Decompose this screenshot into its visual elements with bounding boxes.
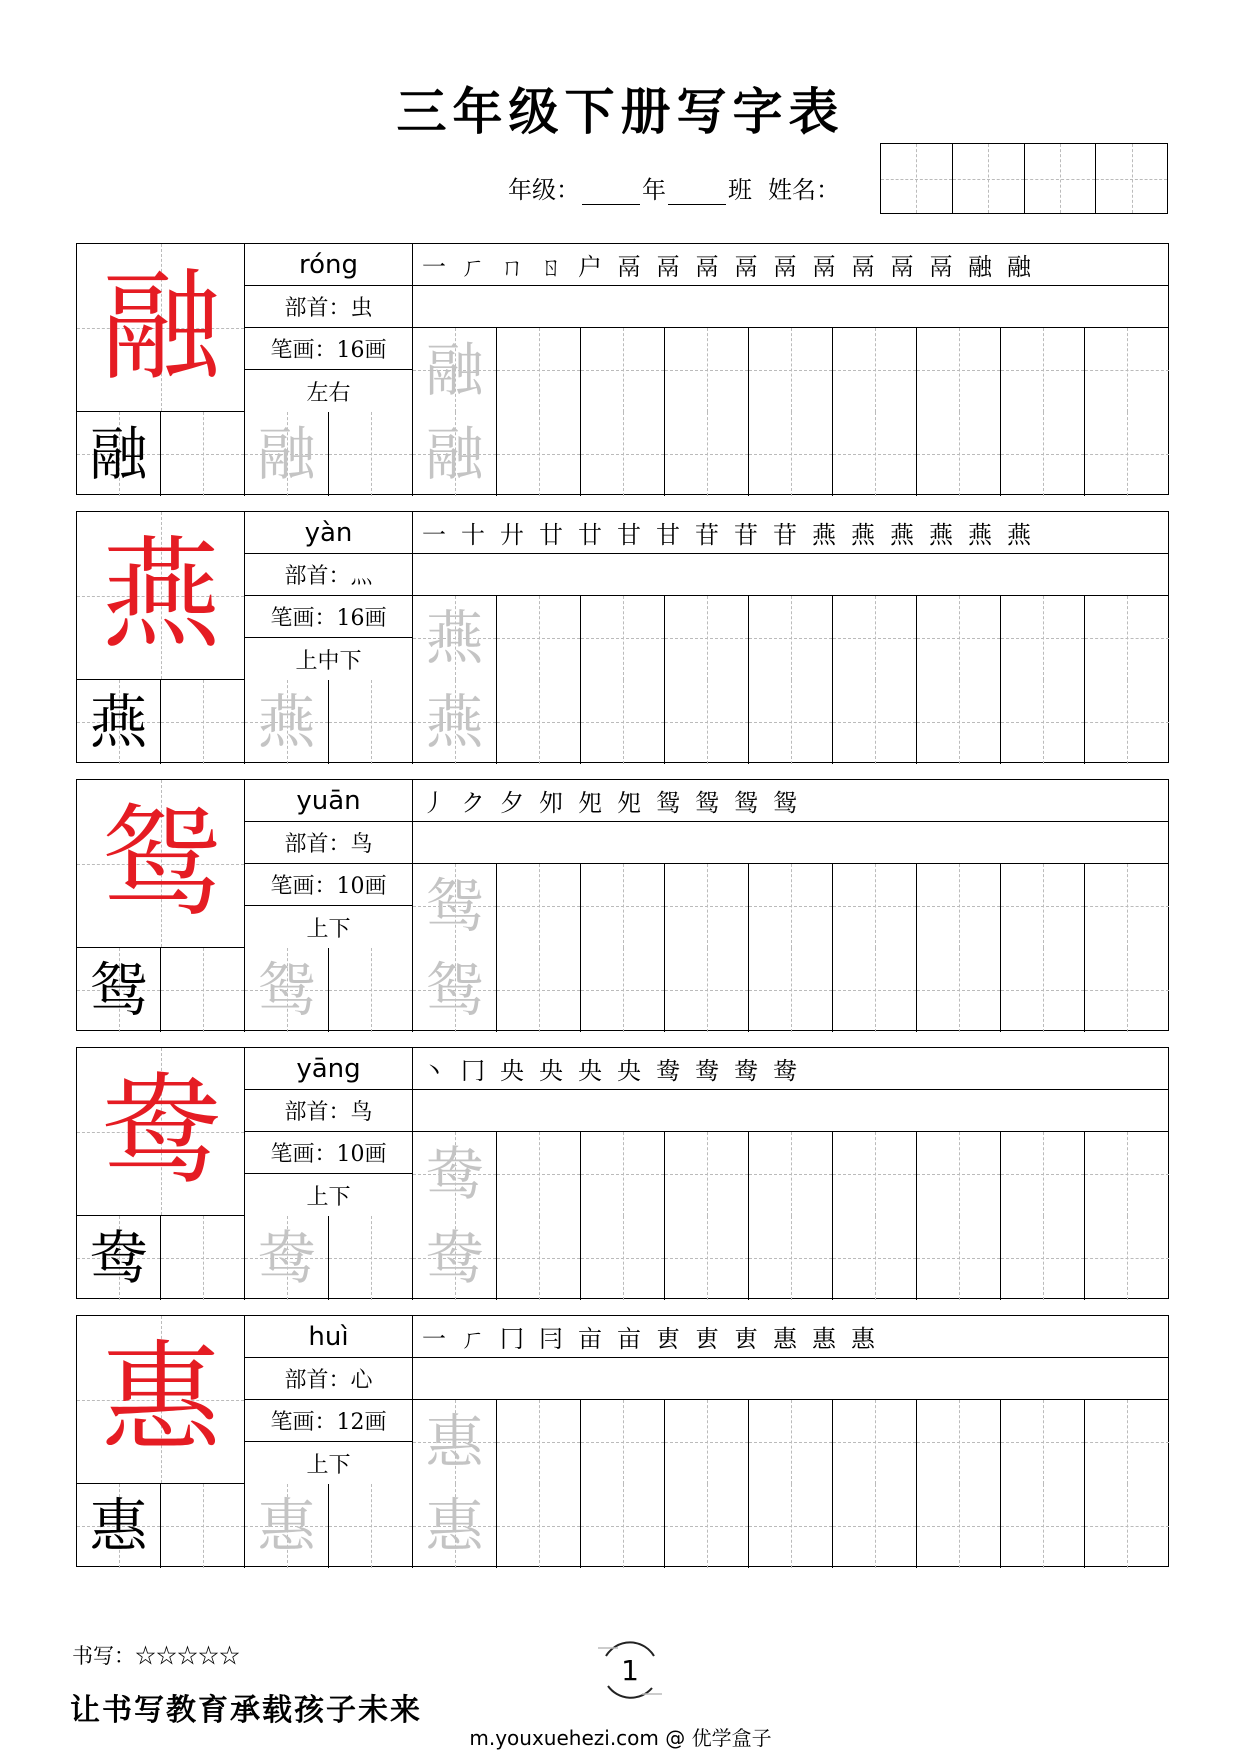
stroke-step: 冂 (500, 1325, 524, 1353)
practice-cell[interactable] (917, 948, 1001, 1032)
practice-cell[interactable] (497, 864, 581, 948)
practice-cell[interactable] (1001, 864, 1085, 948)
stroke-step: 甘 (656, 521, 680, 549)
practice-cell[interactable] (329, 680, 413, 764)
practice-cell[interactable] (161, 1484, 245, 1568)
stroke-step: 丿 (422, 789, 446, 817)
footer-url[interactable]: m.youxuehezi.com @ 优学盒子 (469, 1726, 772, 1750)
practice-cell[interactable] (1001, 1400, 1085, 1484)
big-char-cell (77, 244, 245, 412)
practice-cell[interactable] (581, 1132, 665, 1216)
practice-cell[interactable] (413, 864, 497, 948)
practice-cell[interactable] (581, 412, 665, 496)
practice-grid (77, 1216, 1169, 1300)
practice-cell[interactable] (413, 1400, 497, 1484)
practice-cell[interactable] (581, 328, 665, 412)
practice-cell[interactable] (749, 1216, 833, 1300)
practice-cell[interactable] (749, 680, 833, 764)
practice-cell[interactable] (833, 596, 917, 680)
practice-cell[interactable] (833, 1216, 917, 1300)
practice-cell[interactable] (245, 1484, 329, 1568)
practice-grid (413, 864, 1169, 948)
stroke-step: 鬲 (773, 253, 797, 281)
practice-cell[interactable] (413, 1216, 497, 1300)
practice-cell[interactable] (1001, 1216, 1085, 1300)
practice-cell[interactable] (581, 680, 665, 764)
practice-cell[interactable] (917, 1400, 1001, 1484)
model-character: 惠 (89, 1492, 148, 1560)
practice-cell[interactable] (1001, 1132, 1085, 1216)
name-box[interactable] (881, 144, 953, 213)
structure: 上下 (306, 916, 351, 942)
character-block (76, 779, 1169, 1031)
stroke-step: 甘 (617, 521, 641, 549)
stroke-count: 笔画：10画 (245, 864, 412, 906)
practice-cell[interactable] (1085, 1216, 1169, 1300)
rating-label: 书写： (72, 1644, 135, 1668)
stroke-step: 鬲 (812, 253, 836, 281)
page-title: 三年级下册写字表 (396, 82, 845, 141)
stroke-step: 一 (422, 253, 446, 281)
pinyin: yāng (245, 1048, 412, 1090)
trace-character: 鸯 (425, 1140, 484, 1208)
practice-cell[interactable] (749, 412, 833, 496)
stroke-step: 鬲 (734, 253, 758, 281)
stroke-step: 融 (968, 253, 992, 281)
practice-grid (413, 328, 1169, 412)
practice-cell[interactable] (1085, 412, 1169, 496)
char-info (245, 1048, 413, 1216)
stroke-step: 苷 (734, 521, 758, 549)
practice-cell[interactable] (245, 680, 329, 764)
radical: 部首：灬 (245, 554, 412, 596)
practice-cell[interactable] (413, 680, 497, 764)
structure: 上下 (306, 1452, 351, 1478)
stroke-step: 央 (617, 1057, 641, 1085)
practice-cell[interactable] (497, 596, 581, 680)
practice-cell[interactable] (581, 1400, 665, 1484)
model-character: 鸳 (89, 956, 148, 1024)
practice-grid (77, 948, 1169, 1032)
class-label: 班 (728, 176, 752, 204)
practice-cell[interactable] (329, 1484, 413, 1568)
model-character: 融 (89, 420, 148, 488)
practice-cell[interactable] (497, 1484, 581, 1568)
practice-cell[interactable] (833, 948, 917, 1032)
practice-cell[interactable] (665, 412, 749, 496)
practice-cell[interactable] (749, 328, 833, 412)
practice-grid (413, 1400, 1169, 1484)
practice-cell[interactable] (497, 680, 581, 764)
practice-cell[interactable] (665, 1484, 749, 1568)
stroke-step: 央 (539, 1057, 563, 1085)
structure: 上下 (306, 1184, 351, 1210)
practice-cell[interactable] (917, 412, 1001, 496)
student-info (508, 170, 840, 205)
stroke-step: 央 (578, 1057, 602, 1085)
practice-cell[interactable] (1085, 864, 1169, 948)
pinyin: huì (245, 1316, 412, 1358)
stroke-step: ㄏ (461, 1325, 485, 1353)
blank-row (413, 822, 1168, 864)
page-number: 1 (621, 1653, 639, 1687)
blank-row (413, 1358, 1168, 1400)
practice-cell[interactable] (77, 412, 161, 496)
practice-cell[interactable] (1085, 1132, 1169, 1216)
stroke-step: ク (461, 789, 485, 817)
model-character: 鸯 (89, 1224, 148, 1292)
practice-cell[interactable] (161, 412, 245, 496)
stroke-step: 鸳 (695, 789, 719, 817)
practice-cell[interactable] (77, 1484, 161, 1568)
stroke-step: 鬲 (851, 253, 875, 281)
big-char-cell (77, 1048, 245, 1216)
practice-cell[interactable] (581, 596, 665, 680)
stroke-step: 燕 (812, 521, 836, 549)
practice-cell[interactable] (917, 1132, 1001, 1216)
stroke-step: 鸯 (695, 1057, 719, 1085)
practice-cell[interactable] (1085, 1484, 1169, 1568)
stroke-order (413, 1316, 1168, 1358)
blank-row (413, 286, 1168, 328)
stroke-step: 一 (422, 1325, 446, 1353)
structure: 上中下 (295, 648, 362, 674)
practice-cell[interactable] (1001, 412, 1085, 496)
practice-cell[interactable] (161, 1216, 245, 1300)
practice-cell[interactable] (581, 1484, 665, 1568)
stroke-step: 燕 (968, 521, 992, 549)
practice-cell[interactable] (497, 1216, 581, 1300)
blank-row (413, 1090, 1168, 1132)
practice-grid (77, 1484, 1169, 1568)
practice-cell[interactable] (245, 948, 329, 1032)
char-info (245, 244, 413, 412)
practice-cell[interactable] (833, 1400, 917, 1484)
big-char-cell (77, 512, 245, 680)
trace-character: 燕 (425, 688, 484, 756)
trace-character: 融 (425, 420, 484, 488)
practice-cell[interactable] (749, 948, 833, 1032)
stroke-step: 惠 (812, 1325, 836, 1353)
practice-cell[interactable] (245, 412, 329, 496)
practice-cell[interactable] (749, 1132, 833, 1216)
stroke-count: 笔画：16画 (245, 328, 412, 370)
practice-cell[interactable] (497, 1132, 581, 1216)
practice-cell[interactable] (245, 1216, 329, 1300)
practice-cell[interactable] (329, 412, 413, 496)
practice-cell[interactable] (917, 1216, 1001, 1300)
practice-cell[interactable] (749, 864, 833, 948)
practice-grid (77, 680, 1169, 764)
stroke-count: 笔画：12画 (245, 1400, 412, 1442)
practice-cell[interactable] (413, 1484, 497, 1568)
trace-character: 融 (257, 420, 316, 488)
stroke-step: 户 (578, 253, 602, 281)
practice-cell[interactable] (1001, 680, 1085, 764)
blank-row (413, 554, 1168, 596)
name-label: 姓名： (768, 176, 840, 204)
character-block (76, 1315, 1169, 1567)
character-block (76, 243, 1169, 495)
name-box[interactable] (953, 144, 1025, 213)
radical: 部首：虫 (245, 286, 412, 328)
practice-cell[interactable] (77, 948, 161, 1032)
practice-cell[interactable] (833, 864, 917, 948)
stroke-count: 笔画：16画 (245, 596, 412, 638)
pinyin: yuān (245, 780, 412, 822)
practice-cell[interactable] (1001, 1484, 1085, 1568)
char-info (245, 780, 413, 948)
practice-cell[interactable] (917, 864, 1001, 948)
practice-cell[interactable] (833, 412, 917, 496)
stroke-step: 鬲 (890, 253, 914, 281)
character-block (76, 511, 1169, 763)
practice-cell[interactable] (329, 1216, 413, 1300)
stroke-step: 夘 (539, 789, 563, 817)
practice-cell[interactable] (1001, 596, 1085, 680)
stroke-step: 夕 (500, 789, 524, 817)
stroke-step: 融 (1007, 253, 1031, 281)
practice-cell[interactable] (833, 1132, 917, 1216)
practice-cell[interactable] (833, 1484, 917, 1568)
stroke-step: 丶 (422, 1057, 446, 1085)
stroke-step: 燕 (851, 521, 875, 549)
stroke-step: 燕 (890, 521, 914, 549)
year-blank[interactable] (582, 182, 640, 205)
stroke-step: 亩 (578, 1325, 602, 1353)
name-boxes[interactable] (880, 143, 1168, 214)
practice-cell[interactable] (161, 948, 245, 1032)
char-info (245, 512, 413, 680)
practice-cell[interactable] (1085, 596, 1169, 680)
trace-character: 鸳 (425, 956, 484, 1024)
practice-cell[interactable] (749, 1484, 833, 1568)
stroke-step: 鬲 (617, 253, 641, 281)
trace-character: 燕 (257, 688, 316, 756)
stroke-step: 惠 (851, 1325, 875, 1353)
practice-cell[interactable] (665, 596, 749, 680)
stroke-step: 夗 (578, 789, 602, 817)
practice-cell[interactable] (1085, 948, 1169, 1032)
practice-cell[interactable] (1085, 680, 1169, 764)
stroke-step: 冃 (539, 1325, 563, 1353)
big-character: 鸳 (101, 794, 221, 933)
practice-cell[interactable] (917, 1484, 1001, 1568)
stroke-step: 惠 (773, 1325, 797, 1353)
practice-cell[interactable] (413, 328, 497, 412)
practice-cell[interactable] (1001, 328, 1085, 412)
stroke-step: 鬲 (695, 253, 719, 281)
practice-cell[interactable] (497, 948, 581, 1032)
practice-cell[interactable] (497, 412, 581, 496)
stroke-step: 鸯 (773, 1057, 797, 1085)
big-character: 惠 (101, 1330, 221, 1469)
structure: 左右 (306, 380, 351, 406)
practice-cell[interactable] (917, 328, 1001, 412)
stroke-step: 叀 (656, 1325, 680, 1353)
stroke-step: 廿 (578, 521, 602, 549)
stroke-step: 央 (500, 1057, 524, 1085)
practice-cell[interactable] (1001, 948, 1085, 1032)
stroke-order (413, 1048, 1168, 1090)
name-box[interactable] (1096, 144, 1167, 213)
stroke-step: 冂 (461, 1057, 485, 1085)
trace-character: 鸯 (425, 1224, 484, 1292)
stroke-step: 鸳 (734, 789, 758, 817)
practice-cell[interactable] (413, 1132, 497, 1216)
practice-cell[interactable] (581, 1216, 665, 1300)
practice-cell[interactable] (833, 680, 917, 764)
practice-cell[interactable] (833, 328, 917, 412)
trace-character: 惠 (425, 1492, 484, 1560)
practice-cell[interactable] (665, 1132, 749, 1216)
grade-label: 年级： (508, 176, 580, 204)
stroke-step: 一 (422, 521, 446, 549)
stroke-step: 廿 (539, 521, 563, 549)
model-character: 燕 (89, 688, 148, 756)
practice-cell[interactable] (665, 328, 749, 412)
name-box[interactable] (1025, 144, 1097, 213)
practice-cell[interactable] (413, 412, 497, 496)
class-blank[interactable] (668, 182, 726, 205)
practice-cell[interactable] (665, 680, 749, 764)
stroke-step: 苷 (773, 521, 797, 549)
stroke-order (413, 512, 1168, 554)
trace-character: 融 (425, 336, 484, 404)
stroke-step: 鸯 (656, 1057, 680, 1085)
stroke-order (413, 780, 1168, 822)
character-block (76, 1047, 1169, 1299)
stroke-step: 燕 (1007, 521, 1031, 549)
trace-character: 惠 (425, 1408, 484, 1476)
practice-cell[interactable] (917, 596, 1001, 680)
big-character: 融 (101, 258, 221, 397)
stroke-step: ㄇ (500, 253, 524, 281)
practice-cell[interactable] (665, 864, 749, 948)
stroke-step: 鬲 (656, 253, 680, 281)
practice-cell[interactable] (1085, 1400, 1169, 1484)
practice-cell[interactable] (329, 948, 413, 1032)
practice-cell[interactable] (77, 1216, 161, 1300)
trace-character: 惠 (257, 1492, 316, 1560)
practice-cell[interactable] (665, 1216, 749, 1300)
stroke-step: 鸯 (734, 1057, 758, 1085)
trace-character: 鸳 (425, 872, 484, 940)
big-character: 鸯 (101, 1062, 221, 1201)
practice-grid (413, 596, 1169, 680)
radical: 部首：鸟 (245, 822, 412, 864)
practice-cell[interactable] (497, 1400, 581, 1484)
rating (72, 1640, 240, 1670)
trace-character: 燕 (425, 604, 484, 672)
practice-grid (77, 412, 1169, 496)
pinyin: yàn (245, 512, 412, 554)
rating-stars[interactable]: ☆☆☆☆☆ (135, 1644, 240, 1668)
practice-cell[interactable] (665, 948, 749, 1032)
stroke-step: 鸳 (656, 789, 680, 817)
pinyin: róng (245, 244, 412, 286)
stroke-step: ㄖ (539, 253, 563, 281)
radical: 部首：心 (245, 1358, 412, 1400)
big-char-cell (77, 1316, 245, 1484)
trace-character: 鸯 (257, 1224, 316, 1292)
stroke-step: 鸳 (773, 789, 797, 817)
practice-cell[interactable] (1085, 328, 1169, 412)
stroke-step: 夗 (617, 789, 641, 817)
practice-cell[interactable] (413, 596, 497, 680)
practice-cell[interactable] (581, 948, 665, 1032)
big-char-cell (77, 780, 245, 948)
stroke-step: 叀 (734, 1325, 758, 1353)
practice-cell[interactable] (77, 680, 161, 764)
stroke-step: 十 (461, 521, 485, 549)
stroke-step: 廾 (500, 521, 524, 549)
practice-cell[interactable] (749, 1400, 833, 1484)
stroke-count: 笔画：10画 (245, 1132, 412, 1174)
practice-cell[interactable] (665, 1400, 749, 1484)
big-character: 燕 (101, 526, 221, 665)
trace-character: 鸳 (257, 956, 316, 1024)
stroke-step: 苷 (695, 521, 719, 549)
stroke-step: ㄏ (461, 253, 485, 281)
slogan: 让书写教育承载孩子未来 (70, 1693, 422, 1728)
stroke-step: 鬲 (929, 253, 953, 281)
practice-cell[interactable] (749, 596, 833, 680)
practice-cell[interactable] (161, 680, 245, 764)
practice-cell[interactable] (413, 948, 497, 1032)
year-label: 年 (642, 176, 666, 204)
stroke-step: 燕 (929, 521, 953, 549)
practice-cell[interactable] (917, 680, 1001, 764)
practice-cell[interactable] (497, 328, 581, 412)
stroke-order (413, 244, 1168, 286)
char-info (245, 1316, 413, 1484)
radical: 部首：鸟 (245, 1090, 412, 1132)
practice-grid (413, 1132, 1169, 1216)
stroke-step: 亩 (617, 1325, 641, 1353)
practice-cell[interactable] (581, 864, 665, 948)
stroke-step: 叀 (695, 1325, 719, 1353)
